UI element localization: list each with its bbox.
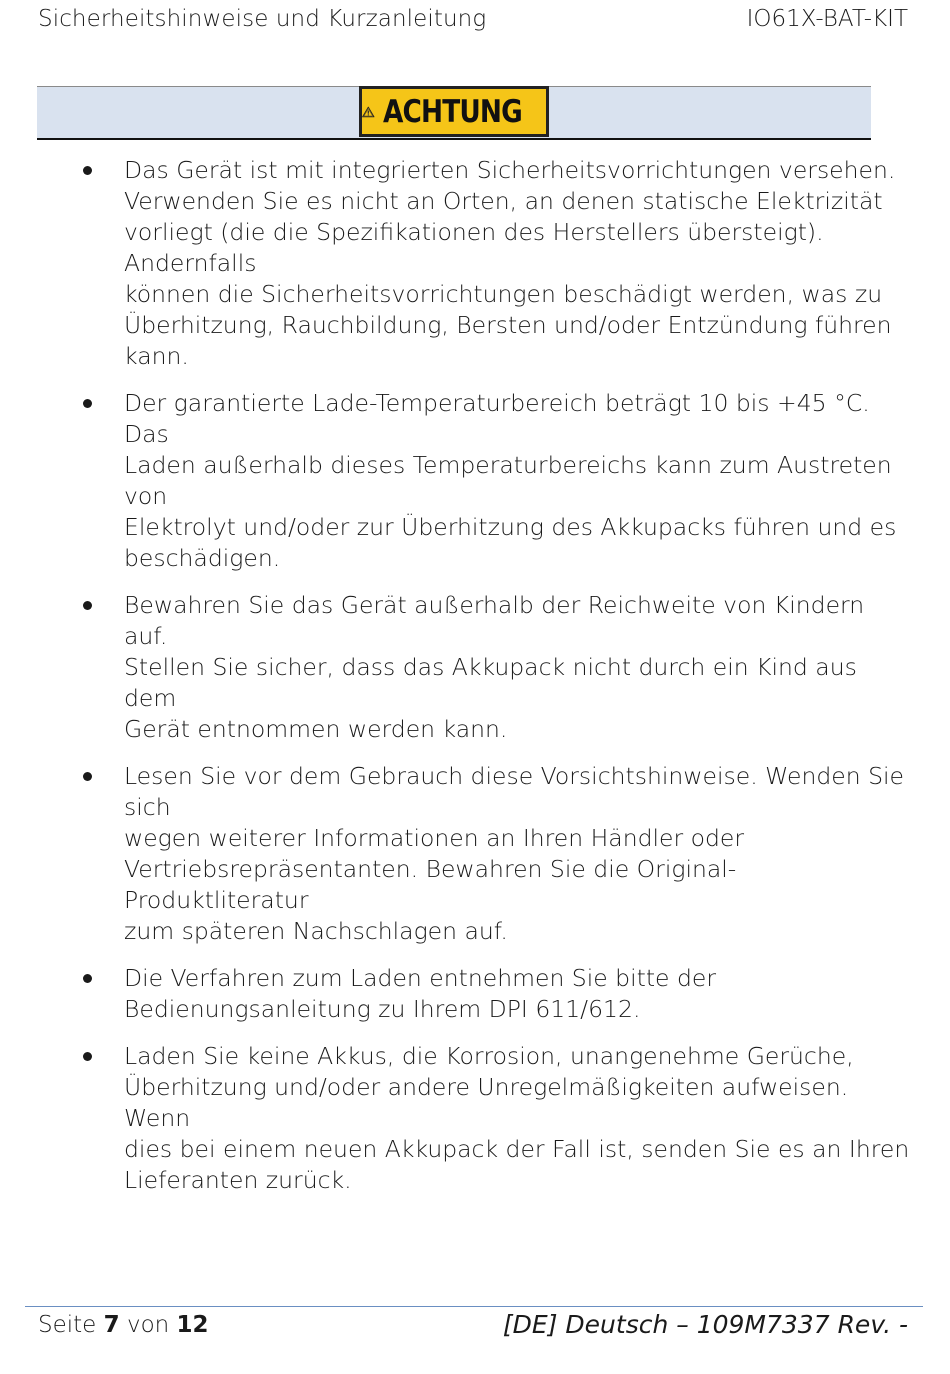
- page-number: [38, 1312, 209, 1338]
- header-doc-code: IO61X-BAT-KIT: [746, 6, 908, 32]
- list-item-text: Lesen Sie vor dem Gebrauch diese Vorsichtshinweise. Wenden Sie sich wegen weiterer Informationen an Ihren Händler oder Vertriebsrepräsentanten. Bewahren Sie die Original-Produktliteratur zum späteren Nachschlagen auf.: [124, 762, 904, 945]
- page-sep: von: [126, 1312, 170, 1338]
- warning-label: [359, 86, 549, 137]
- list-item-text: Der garantierte Lade-Temperaturbereich beträgt 10 bis +45 °C. Das Laden außerhalb dieses Temperaturbereichs kann zum Austreten von Elektrolyt und/oder zur Überhitzung des Akkupacks führen und es beschädigen.: [124, 389, 897, 572]
- header-title: Sicherheitshinweise und Kurzanleitung: [38, 6, 487, 32]
- list-item-text: Bewahren Sie das Gerät außerhalb der Reichweite von Kindern auf. Stellen Sie sicher, dass das Akkupack nicht durch ein Kind aus dem Gerät entnommen werden kann.: [124, 591, 865, 743]
- page-prefix: Seite: [38, 1312, 97, 1338]
- list-item: [0, 761, 950, 947]
- list-item-text: Das Gerät ist mit integrierten Sicherheitsvorrichtungen versehen. Verwenden Sie es nicht an Orten, an denen statische Elektrizität vorliegt (die die Spezifikationen des Herstellers übersteigt). Andernfalls können die Sicherheitsvorrichtungen beschädigt werden, was zu Überhitzung, Rauchbildung, Bersten und/oder Entzündung führen kann.: [124, 156, 896, 370]
- list-item-text: Die Verfahren zum Laden entnehmen Sie bitte der Bedienungsanleitung zu Ihrem DPI 611/612.: [124, 964, 717, 1023]
- footer-rule: [25, 1306, 923, 1307]
- list-item-text: Laden Sie keine Akkus, die Korrosion, unangenehme Gerüche, Überhitzung und/oder andere Unregelmäßigkeiten aufweisen. Wenn dies bei einem neuen Akkupack der Fall ist, senden Sie es an Ihren Lieferanten zurück.: [124, 1042, 910, 1194]
- footer-doc-ref: [DE] Deutsch – 109M7337 Rev. -: [502, 1310, 908, 1339]
- bullet-icon: [83, 772, 92, 781]
- page-total: 12: [176, 1312, 209, 1338]
- list-item: [0, 1041, 950, 1196]
- bullet-icon: [83, 1052, 92, 1061]
- list-item: [0, 155, 950, 372]
- bullet-icon: [83, 399, 92, 408]
- bullet-icon: [83, 601, 92, 610]
- list-item: [0, 963, 950, 1025]
- warning-text: ACHTUNG: [382, 93, 522, 130]
- warning-triangle-icon: [362, 92, 375, 132]
- safety-list: [0, 155, 950, 1212]
- page-current: 7: [103, 1312, 120, 1338]
- list-item: [0, 388, 950, 574]
- bullet-icon: [83, 974, 92, 983]
- list-item: [0, 590, 950, 745]
- bullet-icon: [83, 166, 92, 175]
